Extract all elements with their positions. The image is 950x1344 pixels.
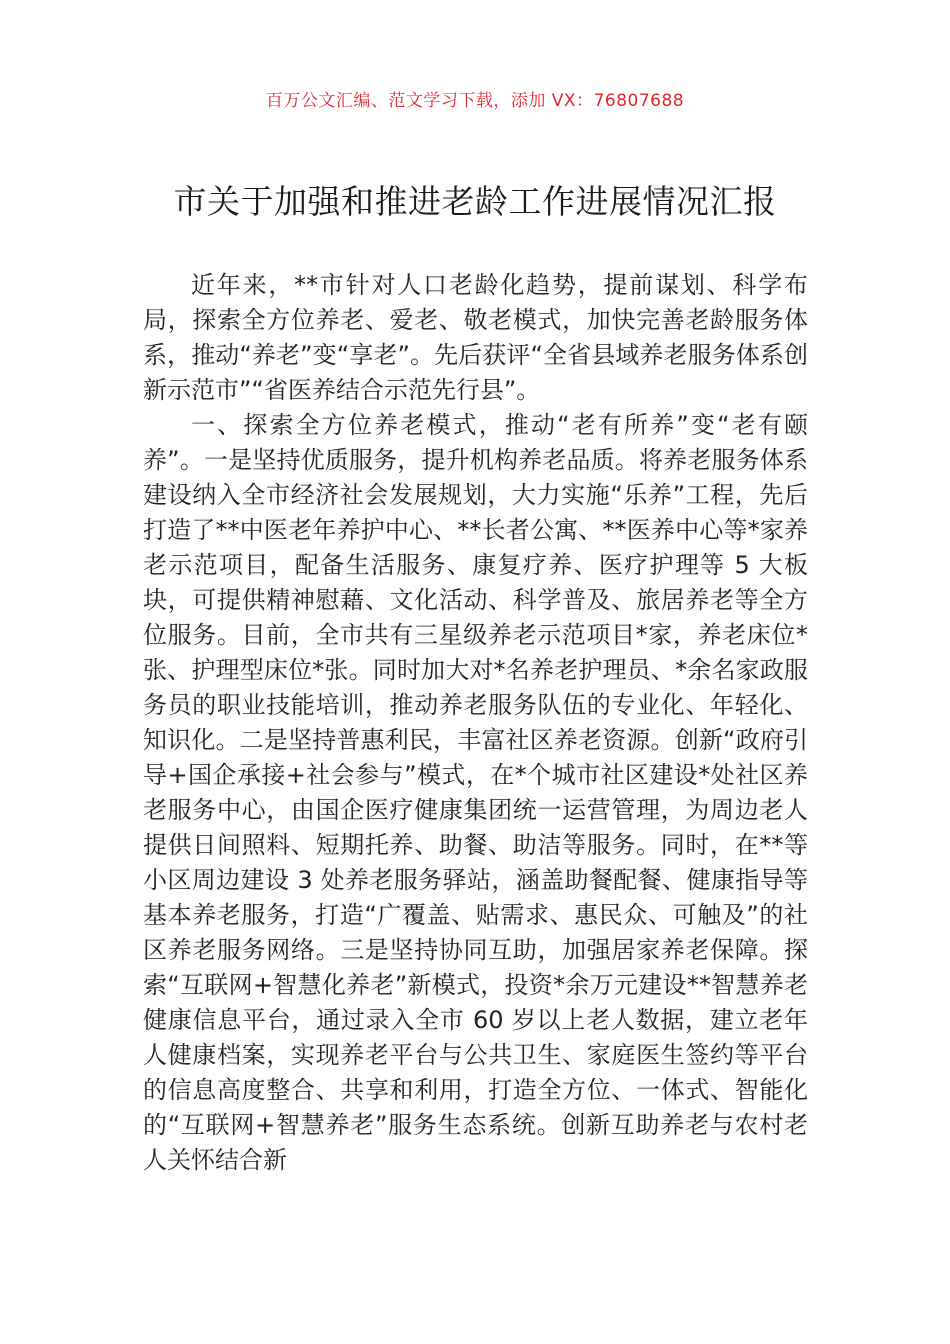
document-body — [143, 268, 808, 1178]
header-note: 百万公文汇编、范文学习下载，添加 VX：76807688 — [265, 91, 685, 111]
paragraph-section-one: 一、探索全方位养老模式，推动“老有所养”变“老有颐养”。一是坚持优质服务，提升机构养老品质。将养老服务体系建设纳入全市经济社会发展规划，大力实施“乐养”工程，先后打造了**中医老年养护中心、**长者公寓、**医养中心等*家养老示范项目，配备生活服务、康复疗养、医疗护理等 5 大板块，可提供精神慰藉、文化活动、科学普及、旅居养老等全方位服务。目前，全市共有三星级养老示范项目*家，养老床位*张、护理型床位*张。同时加大对*名养老护理员、*余名家政服务员的职业技能培训，推动养老服务队伍的专业化、年轻化、知识化。二是坚持普惠利民，丰富社区养老资源。创新“政府引导+国企承接+社会参与”模式，在*个城市社区建设*处社区养老服务中心，由国企医疗健康集团统一运营管理，为周边老人提供日间照料、短期托养、助餐、助洁等服务。同时，在**等小区周边建设 3 处养老服务驿站，涵盖助餐配餐、健康指导等基本养老服务，打造“广覆盖、贴需求、惠民众、可触及”的社区养老服务网络。三是坚持协同互助，加强居家养老保障。探索“互联网+智慧化养老”新模式，投资*余万元建设**智慧养老健康信息平台，通过录入全市 60 岁以上老人数据，建立老年人健康档案，实现养老平台与公共卫生、家庭医生签约等平台的信息高度整合、共享和利用，打造全方位、一体式、智能化的“互联网+智慧养老”服务生态系统。创新互助养老与农村老人关怀结合新 — [143, 411, 808, 1174]
document-title: 市关于加强和推进老龄工作进展情况汇报 — [173, 182, 777, 221]
paragraph-intro: 近年来，**市针对人口老龄化趋势，提前谋划、科学布局，探索全方位养老、爱老、敬老模式，加快完善老龄服务体系，推动“养老”变“享老”。先后获评“全省县域养老服务体系创新示范市”“省医养结合示范先行县”。 — [143, 271, 808, 404]
